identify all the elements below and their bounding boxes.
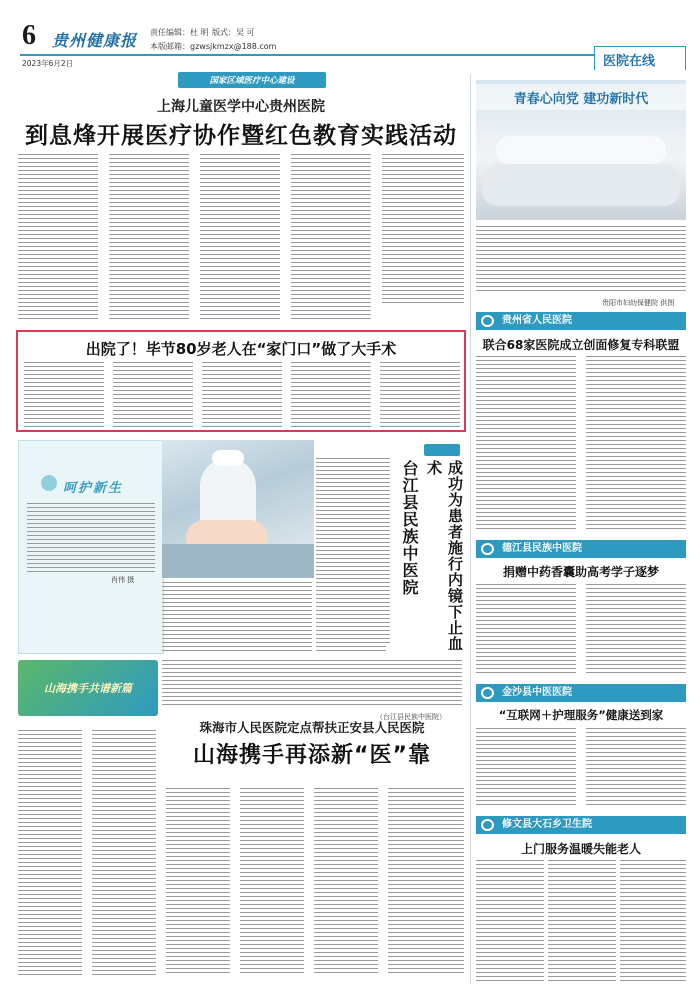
youth-photo xyxy=(476,80,686,220)
sec3-headline: “互联网＋护理服务”健康送到家 xyxy=(498,708,664,722)
nurse-cap xyxy=(212,450,244,466)
flower-icon xyxy=(41,475,57,491)
sec2-headline: 捐赠中药香囊助高考学子逐梦 xyxy=(502,565,659,579)
nurse-figure xyxy=(200,458,256,528)
editor-label: 责任编辑：杜 明 xyxy=(150,28,209,37)
main-column-1 xyxy=(18,154,98,320)
box-headline: 出院了！毕节80岁老人在“家门口”做了大手术 xyxy=(85,340,397,358)
paper-name: 贵州健康报 xyxy=(52,31,138,50)
section-label: 金沙县中医医院 xyxy=(502,687,572,698)
zhuhai-badge-text: 山海携手共谱新篇 xyxy=(44,682,132,695)
masthead-rule xyxy=(20,54,594,56)
nursing-photo-credit: 肖伟 摄 xyxy=(111,576,135,584)
box-column-3 xyxy=(202,362,282,428)
section-label: 修文县大石乡卫生院 xyxy=(502,819,592,830)
column-name: 医院在线 xyxy=(603,54,656,69)
page-number: 6 xyxy=(22,20,36,51)
hospital-icon xyxy=(481,543,494,555)
zhuhai-badge xyxy=(18,660,158,716)
nursing-box xyxy=(18,440,164,654)
sec1-headline: 联合68家医院成立创面修复专科联盟 xyxy=(482,338,680,352)
zhuhai-story xyxy=(18,660,464,980)
nursing-caption xyxy=(27,503,155,573)
section-label: 贵州省人民医院 xyxy=(502,315,572,326)
main-headline: 到息烽开展医疗协作暨红色教育实践活动 xyxy=(25,123,457,149)
page-divider xyxy=(470,74,471,984)
section-header-dejiang xyxy=(476,540,686,558)
section-header-xiuwen xyxy=(476,816,686,834)
zhuhai-column-1 xyxy=(18,730,82,976)
main-column-5 xyxy=(382,154,464,304)
sec4-column-2 xyxy=(548,860,616,982)
issue-date: 2023年6月2日 xyxy=(22,59,74,68)
youth-headline: 青春心向党 建功新时代 xyxy=(513,92,649,107)
main-column-2 xyxy=(109,154,189,320)
zhuhai-headline: 山海携手再添新“医”靠 xyxy=(193,743,431,768)
box-column-1 xyxy=(24,362,104,428)
incubator xyxy=(162,544,314,578)
masthead xyxy=(0,0,700,70)
section-banner-text: 国家区域医疗中心建设 xyxy=(209,76,295,86)
sec2-column-2 xyxy=(586,584,686,674)
section-header-provincial xyxy=(476,312,686,330)
sec1-column-2 xyxy=(586,356,686,532)
youth-source: 贵阳市妇幼保健院 供图 xyxy=(602,299,675,307)
tai-badge xyxy=(424,444,460,456)
taijiang-body-right xyxy=(316,582,386,654)
sec4-column-1 xyxy=(476,860,544,982)
main-kicker: 上海儿童医学中心贵州医院 xyxy=(157,99,325,115)
box-column-2 xyxy=(113,362,193,428)
sec3-column-2 xyxy=(586,728,686,806)
zhuhai-column-6 xyxy=(388,788,464,976)
hospital-icon xyxy=(481,315,494,327)
group-row-2 xyxy=(482,164,680,206)
zhuhai-column-4 xyxy=(240,788,304,976)
zhuhai-kicker: 珠海市人民医院定点帮扶正安县人民医院 xyxy=(199,720,425,735)
taijiang-body-wide xyxy=(162,582,312,654)
nursing-title: 呵护新生 xyxy=(63,481,124,496)
main-column-3 xyxy=(200,154,280,320)
section-header-jinsha xyxy=(476,684,686,702)
main-story xyxy=(18,72,464,322)
featured-box xyxy=(16,330,466,432)
section-label: 德江县民族中医院 xyxy=(502,543,582,554)
zhuhai-column-5 xyxy=(314,788,378,976)
nurse-baby-photo xyxy=(162,440,314,578)
zhuhai-column-3 xyxy=(166,788,230,976)
tai-source: （台江县民族中医院） xyxy=(376,713,446,721)
hospital-icon xyxy=(481,687,494,699)
sec4-column-3 xyxy=(620,860,686,982)
tai-vertical-subtitle: 成功为患者施行内镜下止血术 xyxy=(425,460,464,652)
layout-label: 版式：吴 可 xyxy=(212,28,255,37)
sec1-column-1 xyxy=(476,356,576,532)
sec2-column-1 xyxy=(476,584,576,674)
hospital-icon xyxy=(481,819,494,831)
sec4-headline: 上门服务温暖失能老人 xyxy=(520,842,641,856)
zhuhai-column-2 xyxy=(92,730,156,976)
group-row-1 xyxy=(496,136,666,164)
tai-vertical-title: 台江县民族中医院 xyxy=(400,460,419,596)
main-column-4 xyxy=(291,154,371,320)
email-label: 本版邮箱：gzwsjkmzx@188.com xyxy=(150,42,277,51)
youth-caption xyxy=(476,226,686,294)
sec3-column-1 xyxy=(476,728,576,806)
box-column-4 xyxy=(291,362,371,428)
box-column-5 xyxy=(380,362,460,428)
